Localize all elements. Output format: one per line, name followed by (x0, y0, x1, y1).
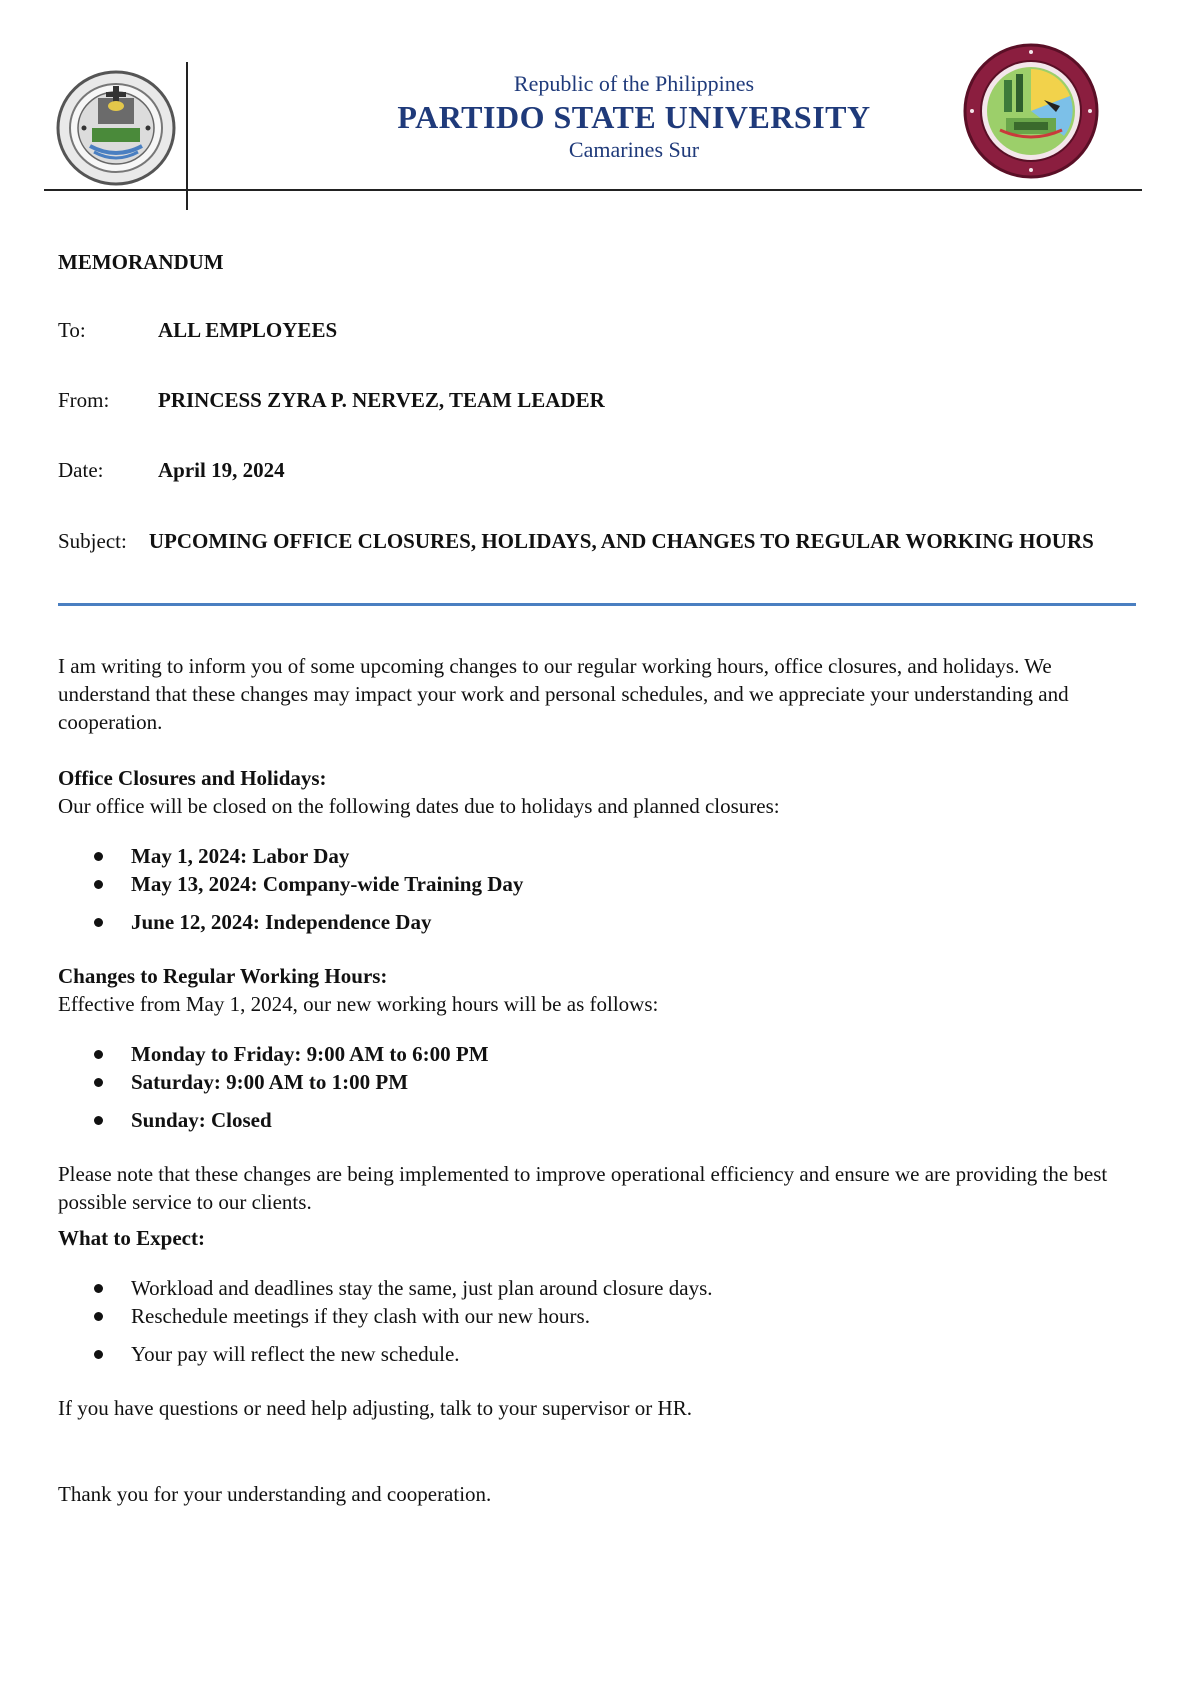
letterhead-rule (44, 189, 1142, 191)
list-item-text: Monday to Friday: 9:00 AM to 6:00 PM (131, 1042, 489, 1066)
psu-seal-icon (54, 68, 178, 188)
bullet-icon (94, 1116, 103, 1125)
bullet-icon (94, 1312, 103, 1321)
closures-sub: Our office will be closed on the following dates due to holidays and planned closures: (58, 794, 780, 818)
hours-heading: Changes to Regular Working Hours: (58, 964, 388, 988)
date-value: April 19, 2024 (158, 458, 285, 482)
bullet-icon (94, 880, 103, 889)
list-item-text: May 13, 2024: Company-wide Training Day (131, 872, 524, 896)
bullet-icon (94, 1078, 103, 1087)
bullet-icon (94, 1350, 103, 1359)
student-association-seal-icon (960, 40, 1102, 182)
memo-date-row (58, 458, 1138, 483)
letterhead-text (344, 70, 924, 164)
to-value: ALL EMPLOYEES (158, 318, 338, 342)
list-item (58, 842, 1140, 870)
subject-divider (58, 603, 1136, 606)
university-name: PARTIDO STATE UNIVERSITY (397, 99, 871, 135)
list-item-text: Reschedule meetings if they clash with our new hours. (131, 1304, 590, 1328)
list-item (58, 1040, 1140, 1068)
list-item-text: Sunday: Closed (131, 1108, 272, 1132)
republic-line: Republic of the Philippines (513, 71, 755, 96)
hours-list (58, 1040, 1140, 1134)
bullet-icon (94, 918, 103, 927)
list-item-text: Workload and deadlines stay the same, just plan around closure days. (131, 1276, 713, 1300)
date-label: Date: (58, 458, 104, 482)
memo-body (58, 652, 1140, 1508)
list-item (58, 1106, 1140, 1134)
expect-list (58, 1274, 1140, 1368)
intro-paragraph: I am writing to inform you of some upcoming changes to our regular working hours, office closures, and holidays. We understand that these changes may impact your work and personal schedules, and we appreciate your understanding and cooperation. (58, 654, 1069, 734)
from-label: From: (58, 388, 110, 412)
list-item (58, 1068, 1140, 1096)
closures-heading: Office Closures and Holidays: (58, 766, 327, 790)
memo-subject-row (58, 527, 1138, 556)
hours-sub: Effective from May 1, 2024, our new working hours will be as follows: (58, 992, 659, 1016)
list-item (58, 1340, 1140, 1368)
closures-list (58, 842, 1140, 936)
expect-heading: What to Expect: (58, 1226, 205, 1250)
list-item-text: June 12, 2024: Independence Day (131, 910, 432, 934)
to-label: To: (58, 318, 86, 342)
thanks-paragraph: Thank you for your understanding and cooperation. (58, 1482, 492, 1506)
list-item (58, 870, 1140, 898)
note-paragraph: Please note that these changes are being implemented to improve operational efficiency and ensure we are providing the best possible service to our clients. (58, 1162, 1108, 1214)
list-item (58, 908, 1140, 936)
bullet-icon (94, 1284, 103, 1293)
bullet-icon (94, 852, 103, 861)
province-line: Camarines Sur (568, 137, 700, 162)
memo-title: MEMORANDUM (58, 250, 224, 274)
list-item (58, 1302, 1140, 1330)
memo-from-row (58, 388, 1138, 413)
bullet-icon (94, 1050, 103, 1059)
letterhead (44, 58, 1142, 210)
from-value: PRINCESS ZYRA P. NERVEZ, TEAM LEADER (158, 388, 605, 412)
letterhead-vertical-divider (186, 62, 188, 210)
subject-label: Subject: (58, 529, 127, 553)
list-item-text: Saturday: 9:00 AM to 1:00 PM (131, 1070, 409, 1094)
question-paragraph: If you have questions or need help adjusting, talk to your supervisor or HR. (58, 1396, 692, 1420)
list-item-text: Your pay will reflect the new schedule. (131, 1342, 460, 1366)
list-item (58, 1274, 1140, 1302)
memo-to-row (58, 318, 1138, 343)
subject-value: UPCOMING OFFICE CLOSURES, HOLIDAYS, AND CHANGES TO REGULAR WORKING HOURS (148, 529, 1094, 553)
list-item-text: May 1, 2024: Labor Day (131, 844, 350, 868)
